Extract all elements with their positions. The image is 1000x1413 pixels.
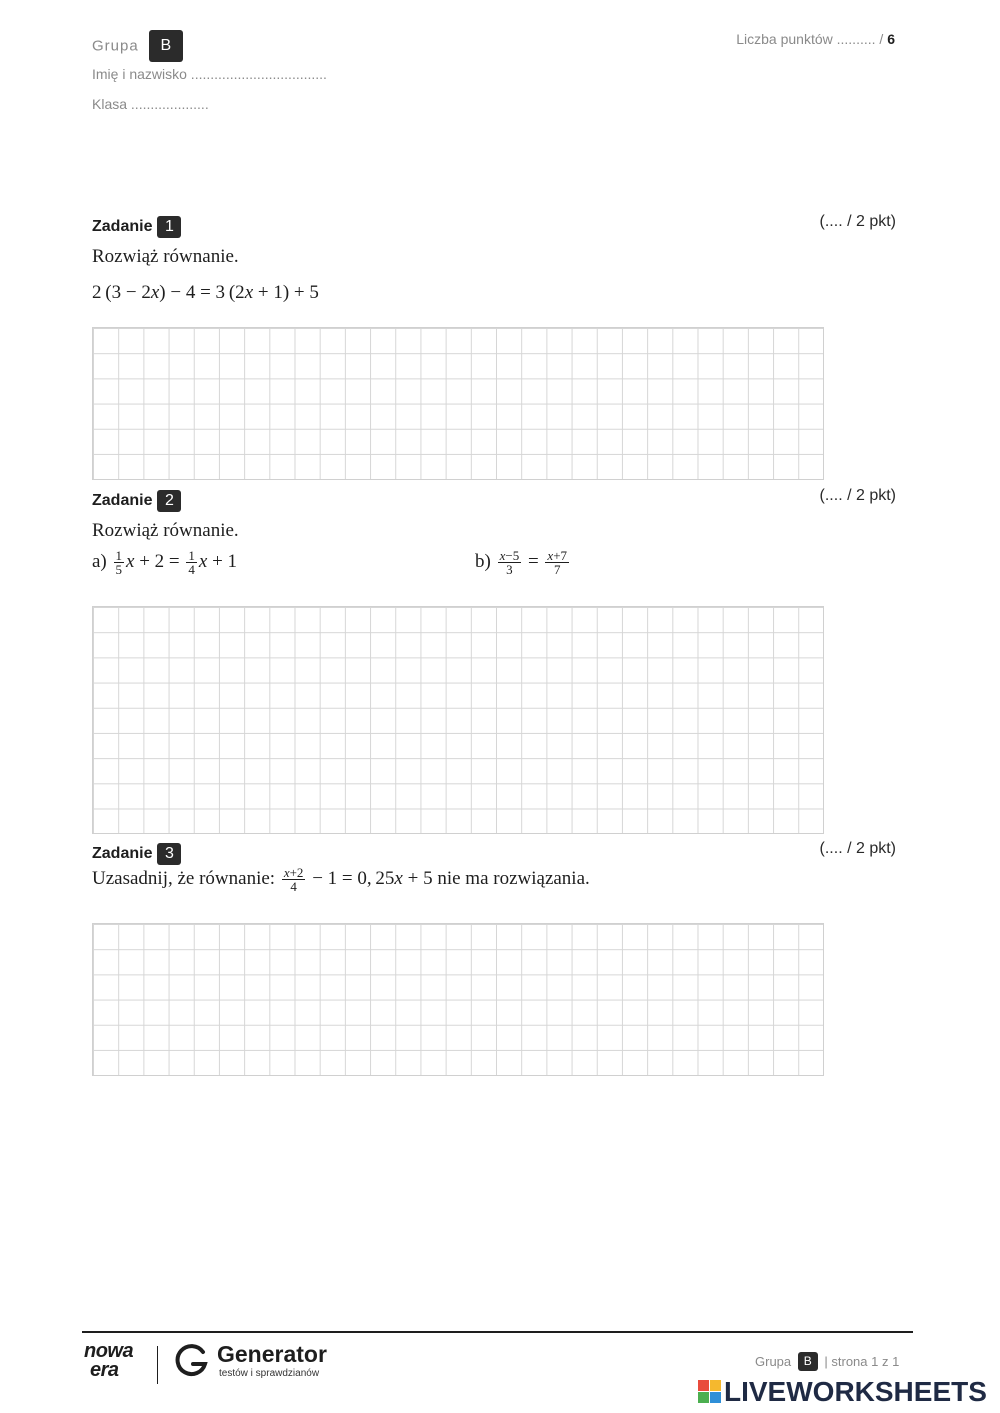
class-field-label: Klasa .................... [92, 96, 209, 112]
points-summary [736, 31, 895, 47]
task-1-label: Zadanie [92, 218, 153, 235]
generator-title: Generator [217, 1341, 327, 1367]
task-1-answer-grid[interactable] [92, 327, 824, 480]
task-3-number: 3 [157, 843, 181, 865]
task-3-answer-grid[interactable] [92, 923, 824, 1076]
group-badge: B [149, 30, 183, 62]
task-3-heading [92, 843, 181, 865]
task-2-instruction: Rozwiąż równanie. [92, 520, 239, 541]
task-2-equation-a: a) $\frac{1}{5}$ x + 2 = $\frac{1}{4}$ x + 1 [92, 548, 238, 577]
task-2-answer-grid[interactable] [92, 606, 824, 834]
task-3-instruction [92, 866, 590, 893]
logo-line-2: era [90, 1359, 119, 1381]
nowa-era-logo [84, 1342, 133, 1380]
footer-divider [82, 1331, 913, 1333]
task-1-equation: 2 (3 − 2x) − 4 = 3 (2x + 1) + 5 [92, 282, 319, 303]
footer-group-label: Grupa [755, 1354, 792, 1369]
header-group [92, 30, 183, 62]
task-3-instruction-pre: Uzasadnij, że równanie: [92, 867, 276, 889]
task-2-heading [92, 490, 181, 512]
task-2-points: (.... / 2 pkt) [819, 487, 896, 504]
footer-group-badge: B [798, 1352, 818, 1371]
footer-page-label: | strona 1 z 1 [824, 1354, 900, 1369]
task-1-heading [92, 216, 181, 238]
task-3-label: Zadanie [92, 845, 153, 862]
task-2-equation-b: b) $\frac{x-5}{3}$ = $\frac{x+7}{7}$ [475, 548, 568, 577]
task-2-number: 2 [157, 490, 181, 512]
liveworksheets-watermark: LIVEWORKSHEETS [724, 1376, 987, 1407]
task-1-instruction: Rozwiąż równanie. [92, 246, 239, 267]
logo-line-1: nowa [84, 1340, 134, 1362]
task-3-equation: $\frac{x+2}{4}$ − 1 = 0, 25x + 5 [283, 865, 438, 894]
group-label: Grupa [92, 37, 139, 55]
footer-page-info [755, 1352, 899, 1371]
logo-separator [157, 1346, 158, 1384]
task-3-instruction-post: nie ma rozwiązania. [437, 867, 590, 889]
points-label: Liczba punktów .......... / [736, 31, 884, 47]
name-field-label: Imię i nazwisko ................................... [92, 66, 327, 82]
points-total: 6 [887, 31, 895, 47]
generator-subtitle: testów i sprawdzianów [219, 1368, 320, 1379]
task-2-part-a-label: a) [92, 550, 107, 572]
task-1-points: (.... / 2 pkt) [819, 213, 896, 230]
liveworksheets-logo-icon [698, 1380, 722, 1404]
generator-g-icon [175, 1344, 209, 1378]
task-3-points: (.... / 2 pkt) [819, 840, 896, 857]
task-2-label: Zadanie [92, 492, 153, 509]
task-1-number: 1 [157, 216, 181, 238]
task-2-part-b-label: b) [475, 550, 491, 572]
